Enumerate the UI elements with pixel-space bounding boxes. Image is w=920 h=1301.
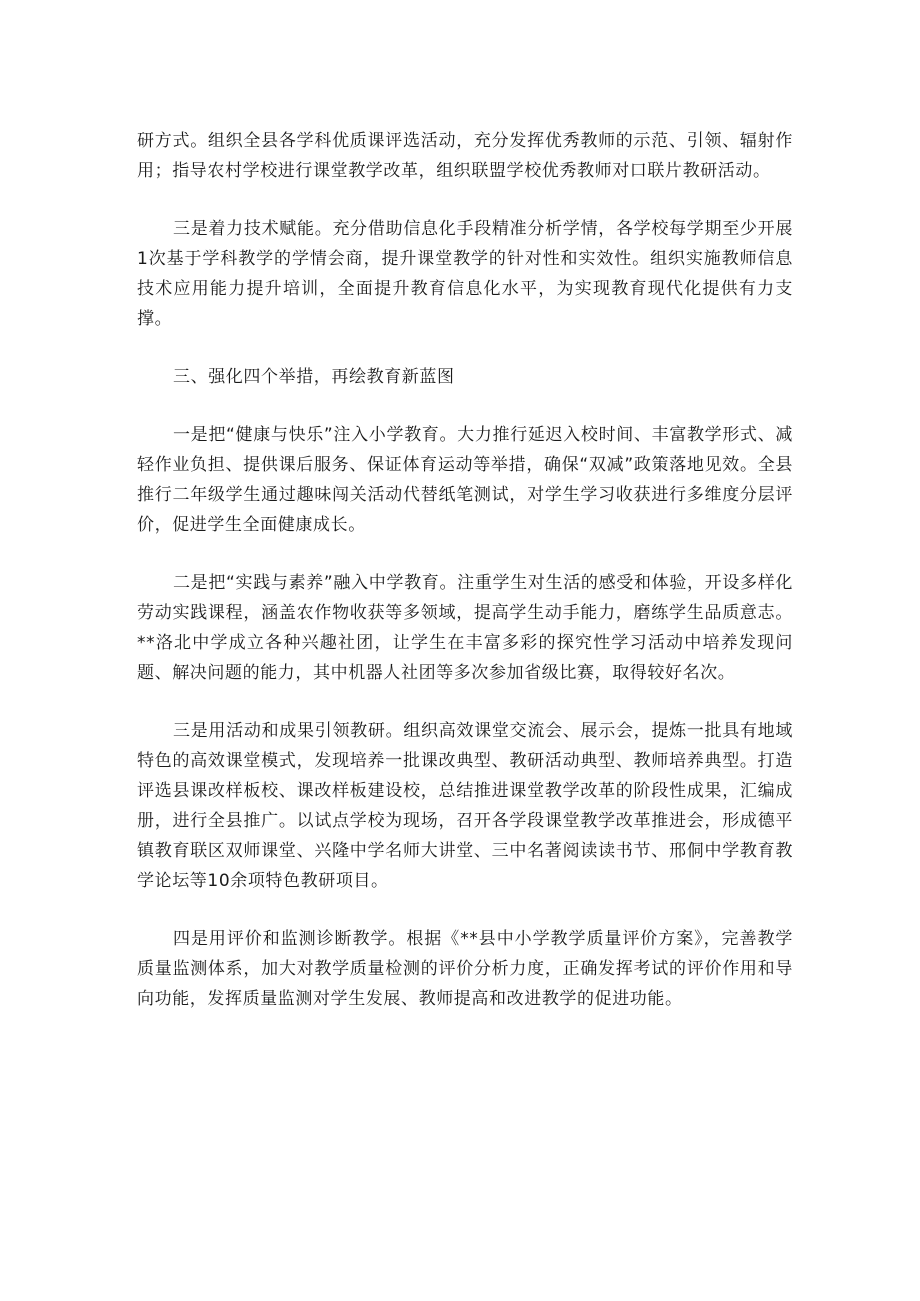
paragraph-continuation: 研方式。组织全县各学科优质课评选活动，充分发挥优秀教师的示范、引领、辐射作用；指导农村学校进行课堂教学改革，组织联盟学校优秀教师对口联片教研活动。 [137, 131, 793, 181]
paragraph-technology-empowerment: 三是着力技术赋能。充分借助信息化手段精准分析学情，各学校每学期至少开展1次基于学科教学的学情会商，提升课堂教学的针对性和实效性。组织实施教师信息技术应用能力提升培训，全面提升教育信息化水平，为实现教育现代化提供有力支撑。 [137, 219, 793, 329]
paragraph-secondary-education: 二是把“实践与素养”融入中学教育。注重学生对生活的感受和体验，开设多样化劳动实践课程，涵盖农作物收获等多领域，提高学生动手能力，磨练学生品质意志。**洛北中学成立各种兴趣社团，让学生在丰富多彩的探究性学习活动中培养发现问题、解决问题的能力，其中机器人社团等多次参加省级比赛，取得较好名次。 [137, 573, 793, 683]
paragraph-primary-education: 一是把“健康与快乐”注入小学教育。大力推行延迟入校时间、丰富教学形式、减轻作业负担、提供课后服务、保证体育运动等举措，确保“双减”政策落地见效。全县推行二年级学生通过趣味闯关活动代替纸笔测试，对学生学习收获进行多维度分层评价，促进学生全面健康成长。 [137, 425, 793, 535]
document-body [137, 126, 793, 1042]
paragraph-evaluation-monitoring: 四是用评价和监测诊断教学。根据《**县中小学教学质量评价方案》，完善教学质量监测体系，加大对教学质量检测的评价分析力度，正确发挥考试的评价作用和导向功能，发挥质量监测对学生发展、教师提高和改进教学的促进功能。 [137, 929, 793, 1009]
paragraph-teaching-research: 三是用活动和成果引领教研。组织高效课堂交流会、展示会，提炼一批具有地域特色的高效课堂模式，发现培养一批课改典型、教研活动典型、教师培养典型。打造评选县课改样板校、课改样板建设校，总结推进课堂教学改革的阶段性成果，汇编成册，进行全县推广。以试点学校为现场，召开各学段课堂教学改革推进会，形成德平镇教育联区双师课堂、兴隆中学名师大讲堂、三中名著阅读读书节、邢侗中学教育教学论坛等10余项特色教研项目。 [137, 721, 793, 891]
section-heading-three: 三、强化四个举措，再绘教育新蓝图 [173, 367, 455, 387]
